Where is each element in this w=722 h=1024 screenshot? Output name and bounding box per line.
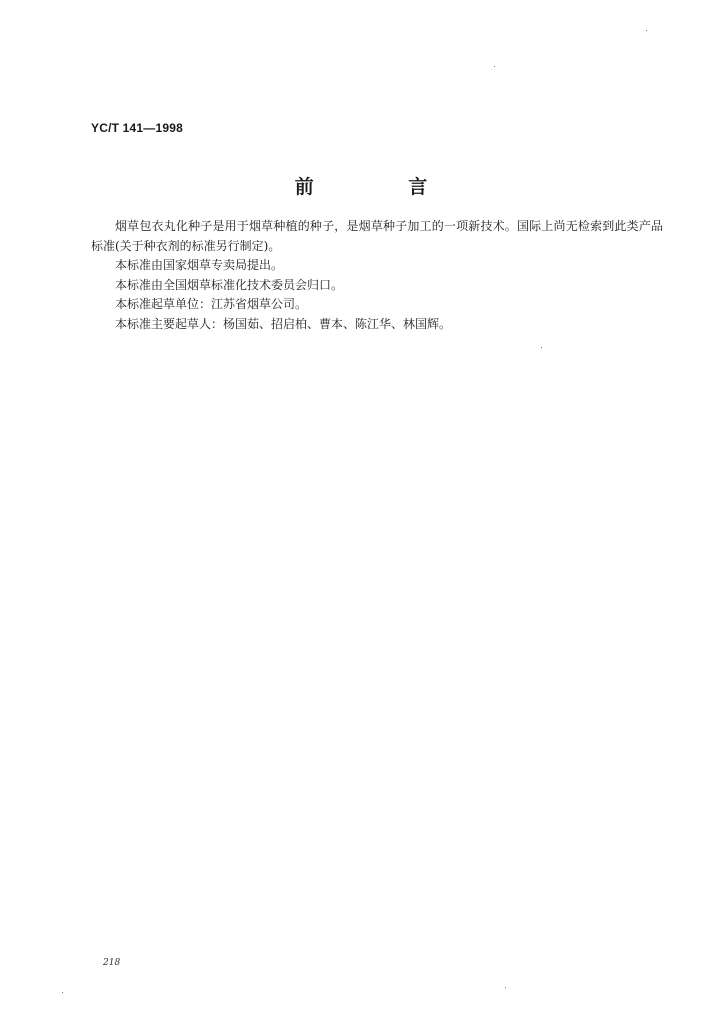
- standard-code: YC/T 141—1998: [91, 121, 183, 135]
- paragraph-scope: 烟草包衣丸化种子是用于烟草种植的种子，是烟草种子加工的一项新技术。国际上尚无检索到此类产品标准(关于种衣剂的标准另行制定)。: [91, 219, 663, 253]
- scan-speck: [646, 30, 647, 31]
- paragraph-drafters: 本标准主要起草人：杨国茹、招启柏、曹本、陈江华、林国辉。: [115, 316, 452, 331]
- paragraph-proposer: 本标准由国家烟草专卖局提出。: [115, 258, 284, 272]
- foreword-body: [91, 217, 663, 334]
- scan-speck: [541, 347, 542, 348]
- scan-speck: [62, 992, 63, 993]
- scan-speck: [494, 66, 495, 67]
- scan-speck: [505, 987, 506, 988]
- page-title: 前 言: [294, 176, 472, 198]
- paragraph-drafting-unit: 本标准起草单位：江苏省烟草公司。: [115, 297, 308, 311]
- page-number: 218: [103, 958, 121, 968]
- paragraph-committee: 本标准由全国烟草标准化技术委员会归口。: [115, 277, 344, 292]
